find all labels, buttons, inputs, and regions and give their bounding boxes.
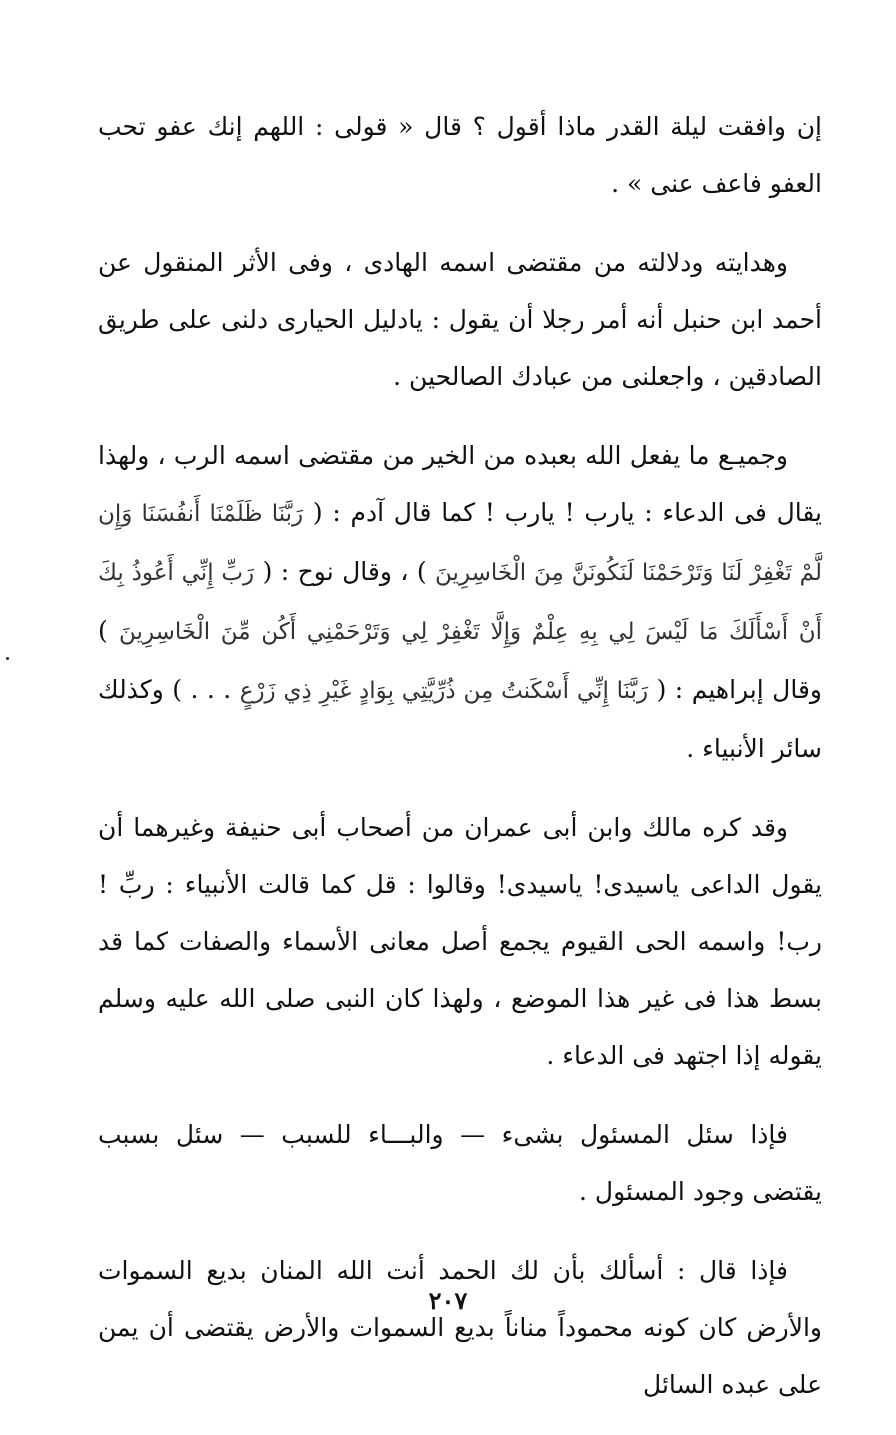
paragraph-6-text: فإذا قال : أسألك بأن لك الحمد أنت الله المنان بديع السموات والأرض كان كونه محموداً مناناً بديع السموات والأرض يقتضى أن يمن على عبده السائل — [98, 1256, 822, 1399]
paragraph-6 — [98, 1242, 822, 1413]
paragraph-3 — [98, 427, 822, 777]
paragraph-2 — [98, 234, 822, 405]
quran-verse-adam: رَبَّنَا ظَلَمْنَا أَنفُسَنَا وَإِن لَّمْ تَغْفِرْ لَنَا وَتَرْحَمْنَا لَنَكُونَنَّ مِنَ الْخَاسِرِينَ — [98, 501, 822, 586]
body-text — [98, 98, 822, 1435]
paragraph-5 — [98, 1106, 822, 1220]
page-number: ٢٠٧ — [428, 1286, 468, 1315]
quran-verse-ibrahim: رَبَّنَا إِنِّي أَسْكَنتُ مِن ذُرِّيَّتِي بِوَادٍ غَيْرِ ذِي زَرْعٍ — [239, 678, 649, 704]
paragraph-4-text: وقد كره مالك وابن أبى عمران من أصحاب أبى حنيفة وغيرهما أن يقول الداعى ياسيدى! ياسيدى! وقالوا : قل كما قالت الأنبياء : ربِّ ! رب! واسمه الحى القيوم يجمع أصل معانى الأسماء والصفات كما قد بسط هذا فى غير هذا الموضع ، ولهذا كان النبى صلى الله عليه وسلم يقوله إذا اجتهد فى الدعاء . — [98, 813, 822, 1070]
paragraph-4 — [98, 799, 822, 1084]
paragraph-5-text: فإذا سئل المسئول بشىء — والبـــاء للسبب — سئل بسبب يقتضى وجود المسئول . — [98, 1120, 822, 1206]
paragraph-1-text: إن وافقت ليلة القدر ماذا أقول ؟ قال « قولى : اللهم إنك عفو تحب العفو فاعف عنى » . — [98, 112, 822, 198]
quran-verse-nuh: رَبِّ إِنِّي أَعُوذُ بِكَ أَنْ أَسْأَلَكَ مَا لَيْسَ لِي بِهِ عِلْمٌ وَإِلَّا تَغْفِرْ لِي وَتَرْحَمْنِي أَكُن مِّنَ الْخَاسِرِينَ — [98, 560, 823, 645]
paragraph-2-text: وهدايته ودلالته من مقتضى اسمه الهادى ، وفى الأثر المنقول عن أحمد ابن حنبل أنه أمر رجلا أن يقول : يادليل الحيارى دلنى على طريق الصادقين ، واجعلنى من عبادك الصالحين . — [98, 248, 822, 391]
paragraph-3-text-a: وجميـع ما يفعل الله بعبده من الخير من مقتضى اسمه الرب ، ولهذا يقال فى الدعاء : يارب ! يارب ! كما قال آدم : ( — [98, 441, 822, 527]
paragraph-3-text-d: . . . ) وكذلك سائر الأنبياء . — [98, 675, 822, 763]
scan-speck — [6, 657, 9, 660]
paragraph-1 — [98, 98, 822, 212]
paragraph-3-text-b: ) ، وقال نوح : ( — [254, 557, 436, 586]
paragraph-3-text-c: ) وقال إبراهيم : ( — [98, 616, 822, 704]
